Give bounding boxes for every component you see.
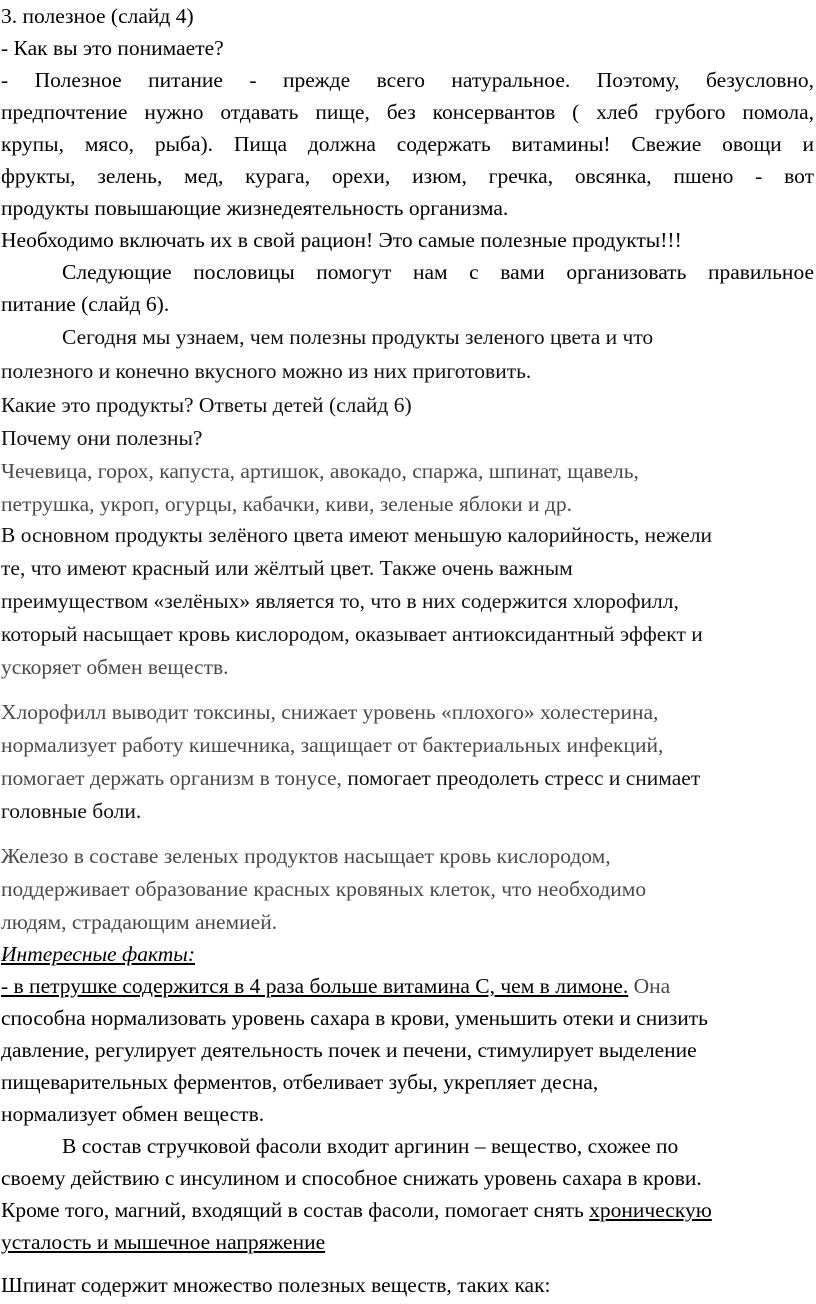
paragraph-12-line-3-underlined: хроническую	[589, 1198, 712, 1222]
paragraph-1-line-3: крупы, мясо, рыба). Пища должна содержать витамины! Свежие овощи и	[1, 132, 814, 156]
paragraph-10-line-3: людям, страдающим анемией.	[1, 910, 278, 934]
paragraph-9-line-4: головные боли.	[1, 799, 142, 823]
paragraph-1-line-1: - Полезное питание - прежде всего натуральное. Поэтому, безусловно,	[1, 68, 814, 92]
paragraph-8-line-1: В основном продукты зелёного цвета имеют меньшую калорийность, нежели	[1, 523, 713, 547]
paragraph-9-line-2: нормализует работу кишечника, защищает от бактериальных инфекций,	[1, 733, 664, 757]
paragraph-11-line-4: пищеварительных ферментов, отбеливает зубы, укрепляет десна,	[1, 1070, 599, 1094]
paragraph-8-line-2: те, что имеют красный или жёлтый цвет. Также очень важным	[1, 556, 573, 580]
paragraph-2: Необходимо включать их в свой рацион! Это самые полезные продукты!!!	[1, 228, 682, 252]
paragraph-9-line-3	[1, 762, 814, 794]
paragraph-13: Шпинат содержит множество полезных веществ, таких как:	[1, 1273, 551, 1297]
paragraph-8-line-3: преимуществом «зелёных» является то, что в них содержится хлорофилл,	[1, 589, 679, 613]
parsley-fact-underlined: - в петрушке содержится в 4 раза больше витамина С, чем в лимоне.	[1, 974, 629, 998]
paragraph-12-line-2: своему действию с инсулином и способное снижать уровень сахара в крови.	[1, 1166, 702, 1190]
paragraph-8-line-4: который насыщает кровь кислородом, оказывает антиоксидантный эффект и	[1, 622, 703, 646]
paragraph-12-line-4-underlined: усталость и мышечное напряжение	[1, 1230, 326, 1254]
paragraph-4-line-2: полезного и конечно вкусного можно из них приготовить.	[1, 359, 532, 383]
paragraph-3-line-1: Следующие пословицы помогут нам с вами организовать правильное	[62, 260, 814, 284]
paragraph-6: Почему они полезны?	[1, 426, 203, 450]
paragraph-4-line-1: Сегодня мы узнаем, чем полезны продукты зеленого цвета и что	[62, 325, 654, 349]
paragraph-5: Какие это продукты? Ответы детей (слайд 6)	[1, 393, 412, 417]
paragraph-12-line-3-part-1: Кроме того, магний, входящий в состав фасоли, помогает снять	[1, 1198, 590, 1222]
paragraph-10-line-2: поддерживает образование красных кровяных клеток, что необходимо	[1, 877, 647, 901]
paragraph-7-line-1: Чечевица, горох, капуста, артишок, авокадо, спаржа, шпинат, щавель,	[1, 459, 639, 483]
paragraph-1-line-4: фрукты, зелень, мед, курага, орехи, изюм, гречка, овсянка, пшено - вот	[1, 164, 814, 188]
paragraph-7-line-2: петрушка, укроп, огурцы, кабачки, киви, зеленые яблоки и др.	[1, 492, 572, 516]
paragraph-1-line-5: продукты повышающие жизнедеятельность организма.	[1, 196, 509, 220]
section-heading: 3. полезное (слайд 4)	[1, 4, 194, 28]
paragraph-10-line-1: Железо в составе зеленых продуктов насыщает кровь кислородом,	[1, 844, 611, 868]
paragraph-3-line-2: питание (слайд 6).	[1, 292, 170, 316]
paragraph-9-line-3-part-2: помогает преодолеть стресс и снимает	[347, 766, 701, 790]
paragraph-1-line-2: предпочтение нужно отдавать пище, без консервантов ( хлеб грубого помола,	[1, 100, 814, 124]
paragraph-11-line-3: давление, регулирует деятельность почек и печени, стимулирует выделение	[1, 1038, 697, 1062]
paragraph-11-line-1	[1, 970, 814, 1002]
paragraph-11-line-1-tail: Она	[628, 974, 671, 998]
paragraph-8-line-5: ускоряет обмен веществ.	[1, 655, 229, 679]
paragraph-12-line-1: В состав стручковой фасоли входит аргинин – вещество, схожее по	[62, 1134, 679, 1158]
paragraph-12-line-3	[1, 1194, 814, 1226]
paragraph-11-line-5: нормализует обмен веществ.	[1, 1102, 265, 1126]
paragraph-11-line-2: способна нормализовать уровень сахара в крови, уменьшить отеки и снизить	[1, 1006, 708, 1030]
facts-title: Интересные факты:	[1, 942, 195, 966]
paragraph-9-line-3-part-1: помогает держать организм в тонусе,	[1, 766, 348, 790]
question-line: - Как вы это понимаете?	[1, 36, 224, 60]
paragraph-9-line-1: Хлорофилл выводит токсины, снижает уровень «плохого» холестерина,	[1, 700, 659, 724]
